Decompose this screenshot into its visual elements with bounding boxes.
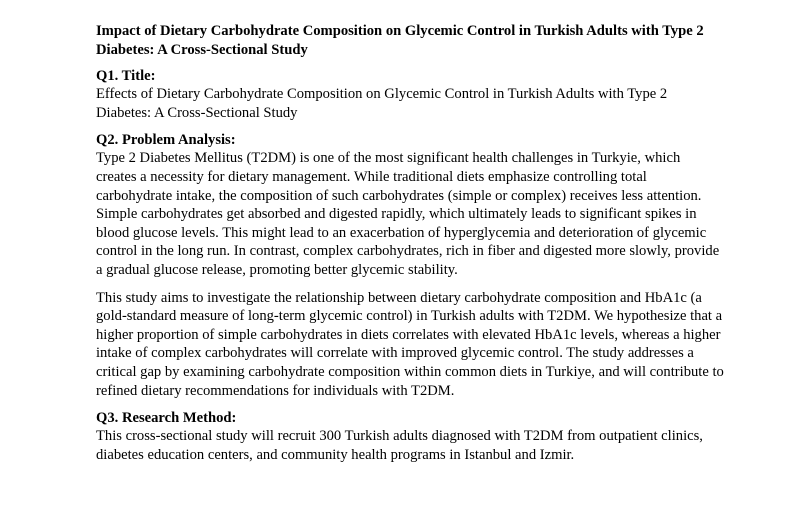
- paragraph-q3-1: This cross-sectional study will recruit 300 Turkish adults diagnosed with T2DM from outpatient clinics, diabetes education centers, and community health programs in Istanbul and Izmir.: [96, 428, 703, 463]
- document-page: [96, 22, 724, 472]
- document-title: Impact of Dietary Carbohydrate Composition on Glycemic Control in Turkish Adults with Type 2 Diabetes: A Cross-Sectional Study: [96, 23, 704, 58]
- section-q3: [96, 410, 724, 464]
- section-q2: [96, 132, 724, 400]
- section-q1: [96, 68, 724, 122]
- paragraph-q1-1: Effects of Dietary Carbohydrate Composition on Glycemic Control in Turkish Adults with Type 2 Diabetes: A Cross-Sectional Study: [96, 86, 668, 121]
- section-heading-q1: Q1. Title:: [96, 68, 156, 85]
- section-heading-q3: Q3. Research Method:: [96, 410, 237, 427]
- paragraph-q2-2: This study aims to investigate the relationship between dietary carbohydrate composition and HbA1c (a gold-standard measure of long-term glycemic control) in Turkish adults with T2DM. We hypothesize that a higher proportion of simple carbohydrates in diets correlates with elevated HbA1c levels, whereas a higher intake of complex carbohydrates will correlate with improved glycemic control. The study addresses a critical gap by examining carbohydrate composition within common diets in Turkiye, and will contribute to refined dietary recommendations for individuals with T2DM.: [96, 289, 724, 399]
- paragraph-q2-1: Type 2 Diabetes Mellitus (T2DM) is one of the most significant health challenges in Turkyie, which creates a necessity for dietary management. While traditional diets emphasize controlling total carbohydrate intake, the composition of such carbohydrates (simple or complex) receives less attention. Simple carbohydrates get absorbed and digested rapidly, which ultimately leads to significant spikes in blood glucose levels. This might lead to an exacerbation of hyperglycemia and deterioration of glycemic control in the long run. In contrast, complex carbohydrates, rich in fiber and digested more slowly, provide a gradual glucose release, promoting better glycemic stability.: [96, 150, 720, 278]
- section-heading-q2: Q2. Problem Analysis:: [96, 132, 236, 149]
